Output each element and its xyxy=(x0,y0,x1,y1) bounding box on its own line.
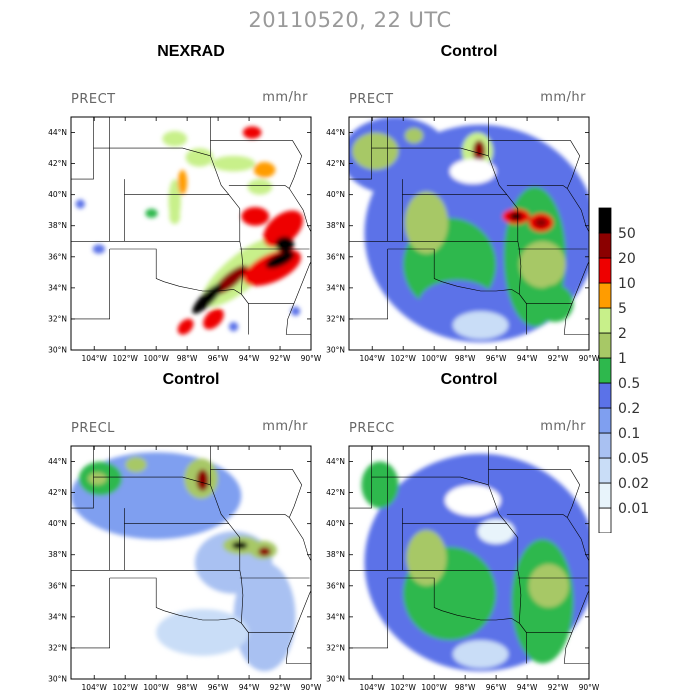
y-tick-label: 32°N xyxy=(48,643,67,653)
x-tick-label: 100°W xyxy=(421,354,447,363)
y-tick-label: 38°N xyxy=(326,221,345,231)
figure-title: 20110520, 22 UTC xyxy=(248,8,452,32)
x-tick-label: 102°W xyxy=(112,683,138,692)
x-tick-label: 92°W xyxy=(269,354,291,363)
precip-cell-15 xyxy=(186,148,214,167)
y-tick-label: 42°N xyxy=(48,488,67,498)
y-tick-label: 34°N xyxy=(326,283,345,293)
y-tick-label: 32°N xyxy=(326,643,345,653)
colorbar-label: 0.05 xyxy=(618,451,650,467)
precip-cell-5 xyxy=(88,472,107,484)
panel-title-control-prect: Control xyxy=(440,43,498,60)
colorbar-box-5 xyxy=(599,383,611,408)
y-tick-label: 42°N xyxy=(326,488,345,498)
precip-cell-6 xyxy=(125,457,147,473)
colorbar-box-11 xyxy=(599,233,611,258)
x-tick-label: 94°W xyxy=(516,683,538,692)
y-tick-label: 44°N xyxy=(326,128,345,138)
colorbar-label: 2 xyxy=(618,326,627,342)
x-tick-label: 90°W xyxy=(578,683,600,692)
y-tick-label: 36°N xyxy=(48,252,67,262)
precip-cell-6 xyxy=(445,485,501,516)
map-panel-control-prect xyxy=(326,117,600,363)
x-tick-label: 102°W xyxy=(112,354,138,363)
x-tick-label: 98°W xyxy=(176,354,198,363)
colorbar-box-9 xyxy=(599,283,611,308)
precip-cell-8 xyxy=(473,140,485,162)
precip-cell-4 xyxy=(529,564,569,607)
precip-cell-21 xyxy=(76,199,85,208)
colorbar-label: 0.02 xyxy=(618,476,650,492)
y-tick-label: 32°N xyxy=(48,314,67,324)
colorbar-box-0 xyxy=(599,508,611,533)
map-panel-nexrad-prect xyxy=(48,117,322,363)
variable-label-precl: PRECL xyxy=(71,421,115,436)
colorbar-label: 0.5 xyxy=(618,376,641,392)
precip-cell-9 xyxy=(241,207,269,226)
colorbar-label: 50 xyxy=(618,226,636,242)
variable-label-precc: PRECC xyxy=(349,421,395,436)
precip-cell-5 xyxy=(361,462,398,509)
y-tick-label: 38°N xyxy=(48,550,67,560)
precip-cell-3 xyxy=(156,609,249,656)
x-tick-label: 96°W xyxy=(207,683,229,692)
variable-label-prect-nexrad: PRECT xyxy=(71,92,116,107)
x-tick-label: 94°W xyxy=(238,354,260,363)
y-tick-label: 44°N xyxy=(326,457,345,467)
panel-title-control-precc: Control xyxy=(440,371,498,388)
precip-cell-20 xyxy=(93,244,105,253)
x-tick-label: 90°W xyxy=(300,354,322,363)
units-label-precl: mm/hr xyxy=(262,419,308,434)
colorbar-box-2 xyxy=(599,458,611,483)
x-tick-label: 104°W xyxy=(359,354,385,363)
colorbar-label: 0.2 xyxy=(618,401,641,417)
x-tick-label: 96°W xyxy=(485,354,507,363)
x-tick-label: 96°W xyxy=(485,683,507,692)
y-tick-label: 44°N xyxy=(48,128,67,138)
precip-cell-2 xyxy=(234,563,296,672)
colorbar-label: 20 xyxy=(618,251,636,267)
panel-title-nexrad: NEXRAD xyxy=(157,43,225,60)
colorbar-box-8 xyxy=(599,308,611,333)
x-tick-label: 102°W xyxy=(390,683,416,692)
precip-cell-10 xyxy=(510,213,522,221)
y-tick-label: 34°N xyxy=(48,612,67,622)
units-label-prect-control: mm/hr xyxy=(540,90,586,105)
y-tick-label: 40°N xyxy=(48,519,67,529)
y-tick-label: 30°N xyxy=(48,345,67,355)
x-tick-label: 92°W xyxy=(269,683,291,692)
precip-cell-4 xyxy=(405,192,448,254)
colorbar-label: 0.1 xyxy=(618,426,641,442)
precip-cell-12 xyxy=(169,209,180,225)
colorbar-box-4 xyxy=(599,408,611,433)
variable-label-prect-control: PRECT xyxy=(349,92,394,107)
precip-cell-17 xyxy=(212,156,255,172)
x-tick-label: 102°W xyxy=(390,354,416,363)
y-tick-label: 38°N xyxy=(326,550,345,560)
units-label-precc: mm/hr xyxy=(540,419,586,434)
precip-cell-3 xyxy=(406,530,446,586)
map-panel-control-precl xyxy=(48,446,322,692)
precip-cell-16 xyxy=(450,159,496,184)
colorbar-label: 10 xyxy=(618,276,636,292)
x-tick-label: 98°W xyxy=(454,683,476,692)
x-tick-label: 94°W xyxy=(516,354,538,363)
colorbar-box-1 xyxy=(599,483,611,508)
y-tick-label: 36°N xyxy=(48,581,67,591)
colorbar-box-10 xyxy=(599,258,611,283)
y-tick-label: 38°N xyxy=(48,221,67,231)
precip-cell-8 xyxy=(196,469,208,491)
precip-cell-7 xyxy=(478,519,515,544)
precip-cell-19 xyxy=(248,179,273,195)
x-tick-label: 92°W xyxy=(547,683,569,692)
precip-cell-16 xyxy=(243,126,262,138)
colorbar-label: 5 xyxy=(618,301,627,317)
y-tick-label: 34°N xyxy=(326,612,345,622)
x-tick-label: 104°W xyxy=(359,683,385,692)
precip-cell-17 xyxy=(453,311,509,339)
x-tick-label: 94°W xyxy=(238,683,260,692)
x-tick-label: 104°W xyxy=(81,354,107,363)
x-tick-label: 100°W xyxy=(143,354,169,363)
x-tick-label: 98°W xyxy=(176,683,198,692)
y-tick-label: 30°N xyxy=(326,345,345,355)
colorbar-box-7 xyxy=(599,333,611,358)
map-panel-control-precc xyxy=(326,446,600,692)
x-tick-label: 96°W xyxy=(207,354,229,363)
precip-cell-5 xyxy=(352,133,398,170)
x-tick-label: 90°W xyxy=(578,354,600,363)
precip-cell-8 xyxy=(275,237,294,253)
colorbar-box-12 xyxy=(599,208,611,233)
y-tick-label: 42°N xyxy=(48,159,67,169)
y-tick-label: 40°N xyxy=(326,190,345,200)
y-tick-label: 40°N xyxy=(326,519,345,529)
y-tick-label: 36°N xyxy=(326,581,345,591)
x-tick-label: 100°W xyxy=(421,683,447,692)
y-tick-label: 30°N xyxy=(48,674,67,684)
colorbar-box-3 xyxy=(599,433,611,458)
y-tick-label: 32°N xyxy=(326,314,345,324)
precip-cell-13 xyxy=(519,241,565,288)
units-label-nexrad: mm/hr xyxy=(262,90,308,105)
precip-cell-8 xyxy=(453,640,509,668)
precip-cell-18 xyxy=(254,162,276,178)
precip-cell-12 xyxy=(535,218,547,227)
x-tick-label: 98°W xyxy=(454,354,476,363)
x-tick-label: 90°W xyxy=(300,683,322,692)
panel-title-control-precl: Control xyxy=(162,371,220,388)
colorbar-label: 0.01 xyxy=(618,501,650,517)
y-tick-label: 40°N xyxy=(48,190,67,200)
y-tick-label: 36°N xyxy=(326,252,345,262)
precip-cell-6 xyxy=(405,128,424,144)
precip-cell-14 xyxy=(162,131,187,147)
precipitation-colorbar xyxy=(596,207,656,533)
y-tick-label: 34°N xyxy=(48,283,67,293)
precip-cell-13 xyxy=(145,209,157,218)
x-tick-label: 92°W xyxy=(547,354,569,363)
y-tick-label: 44°N xyxy=(48,457,67,467)
y-tick-label: 42°N xyxy=(326,159,345,169)
y-tick-label: 30°N xyxy=(326,674,345,684)
precip-cell-11 xyxy=(178,170,187,195)
precip-cell-12 xyxy=(258,547,270,556)
colorbar-label: 1 xyxy=(618,351,627,367)
colorbar-box-6 xyxy=(599,358,611,383)
x-tick-label: 100°W xyxy=(143,683,169,692)
x-tick-label: 104°W xyxy=(81,683,107,692)
precip-cell-23 xyxy=(229,322,238,331)
